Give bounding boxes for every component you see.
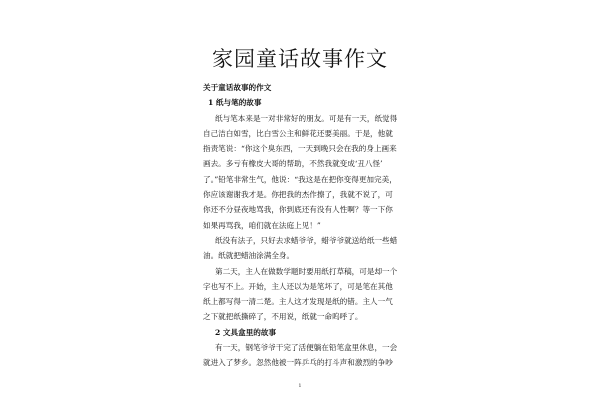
page-number: 1 (298, 383, 302, 389)
text-line: 你应该谢谢我才是。你把我的杰作擦了，我就不说了，可 (203, 190, 393, 200)
text-line: 自己洁白如雪，比白雪公主和鲜花还要美丽。于是，他就 (203, 128, 393, 138)
text-line: 了。”铅笔非常生气，他说：“我这是在把你变得更加完美， (203, 174, 397, 184)
text-line: 有一天，钢笔爷爷干完了活便躺在铅笔盒里休息，一会 (215, 343, 398, 353)
text-line: 纸上都写得一清二楚。主人这才发现是纸的错。主人一气 (203, 297, 393, 307)
text-line: 画去。多亏有橡皮大哥的帮助，不然我就变成‘丑八怪’ (203, 159, 383, 169)
document-body (203, 80, 409, 371)
text-line: 第二天，主人在做数学题时要用纸打草稿，可是却一个 (215, 266, 398, 276)
text-line: 2 文具盒里的故事 (215, 327, 277, 337)
text-line: 纸没有法子，只好去求蜡爷爷，蜡爷爷就送给纸一些蜡 (215, 235, 398, 245)
text-line: 字也写不上。开始，主人还以为是笔坏了，可是笔在其他 (203, 281, 393, 291)
text-line: 就进入了梦乡。忽然他被一阵乒乓的打斗声和激烈的争吵 (203, 358, 393, 368)
text-line: 如果再骂我，咱们就在法庭上见！” (203, 220, 321, 230)
text-line: 纸与笔本来是一对非常好的朋友。可是有一天，纸觉得 (215, 113, 398, 123)
document-title: 家园童话故事作文 (212, 47, 388, 71)
text-line: 油。纸就把蜡油涂满全身。 (203, 251, 295, 261)
text-line: 关于童话故事的作文 (203, 83, 272, 92)
text-line: 指责笔说：“你这个臭东西，一天到晚只会在我的身上画来 (203, 144, 397, 154)
text-line: 之下就把纸撕碎了，不用说，纸就一命呜呼了。 (203, 312, 363, 322)
text-line: 1 纸与笔的故事 (208, 98, 262, 108)
text-line: 你还不分昼夜地骂我，你到底还有没有人性啊？等一下你 (203, 205, 393, 215)
